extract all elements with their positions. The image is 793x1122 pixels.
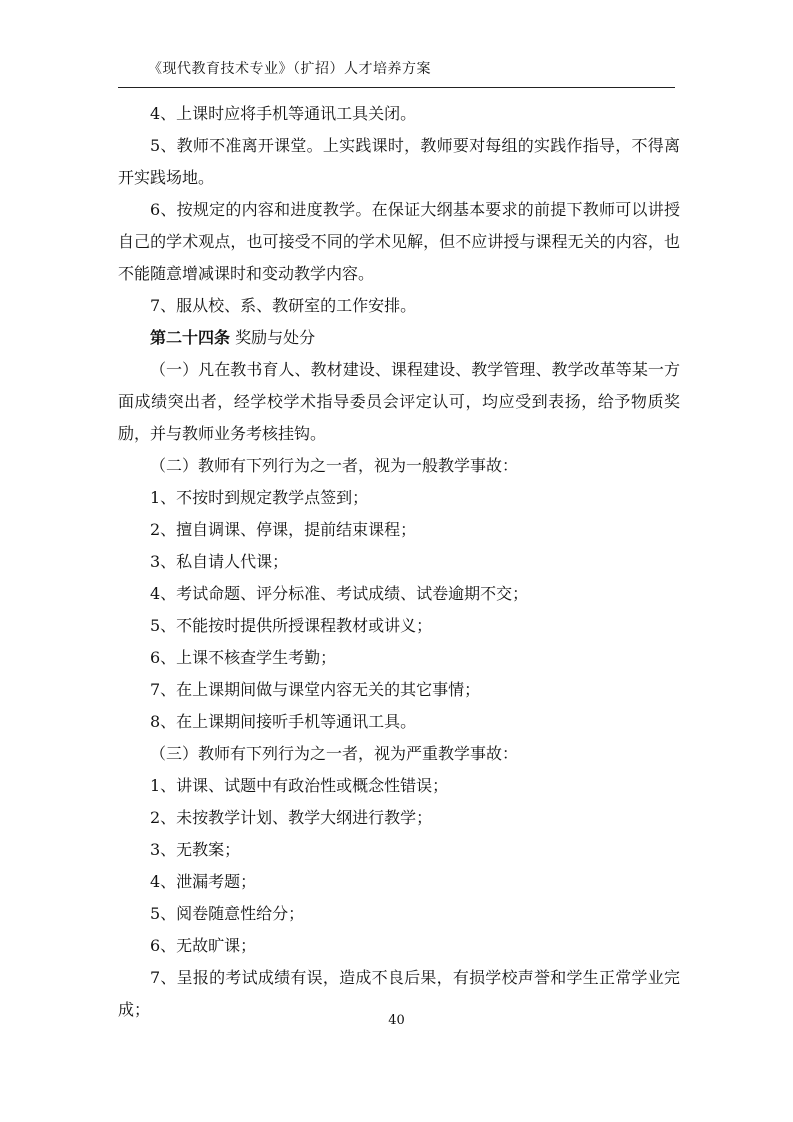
list-item: 1、讲课、试题中有政治性或概念性错误； xyxy=(150,776,449,795)
paragraph: 7、服从校、系、教研室的工作安排。 xyxy=(150,296,417,315)
list-item: 3、私自请人代课； xyxy=(150,552,289,571)
list-item: 6、无故旷课； xyxy=(150,936,257,955)
list-item: 7、在上课期间做与课堂内容无关的其它事情； xyxy=(150,680,481,699)
paragraph: 6、按规定的内容和进度教学。在保证大纲基本要求的前提下教师可以讲授自己的学术观点，也可接受不同的学术见解，但不应讲授与课程无关的内容，也不能随意增减课时和变动教学内容。 xyxy=(118,200,680,283)
running-header: 《现代教育技术专业》（扩招）人才培养方案 xyxy=(148,61,431,77)
article-title: 奖励与处分 xyxy=(230,328,316,347)
list-item: 4、泄漏考题； xyxy=(150,872,257,891)
article-number: 第二十四条 xyxy=(150,328,231,347)
section-paragraph: （一）凡在教书育人、教材建设、课程建设、教学管理、教学改革等某一方面成绩突出者，经学校学术指导委员会评定认可，均应受到表扬，给予物质奖励，并与教师业务考核挂钩。 xyxy=(118,360,680,443)
list-item: 5、不能按时提供所授课程教材或讲义； xyxy=(150,616,433,635)
page-body xyxy=(118,98,680,1026)
list-item: 2、擅自调课、停课，提前结束课程； xyxy=(150,520,417,539)
list-item: 1、不按时到规定教学点签到； xyxy=(150,488,369,507)
article-heading xyxy=(118,322,680,354)
header-rule xyxy=(118,87,675,88)
list-item: 3、无教案； xyxy=(150,840,241,859)
list-item: 2、未按教学计划、教学大纲进行教学； xyxy=(150,808,433,827)
paragraph: 4、上课时应将手机等通讯工具关闭。 xyxy=(150,104,417,123)
paragraph: 5、教师不准离开课堂。上实践课时，教师要对每组的实践作指导，不得离开实践场地。 xyxy=(118,136,680,187)
list-item: 5、阅卷随意性给分； xyxy=(150,904,305,923)
list-item: 6、上课不核查学生考勤； xyxy=(150,648,337,667)
section-heading: （二）教师有下列行为之一者，视为一般教学事故： xyxy=(150,456,519,475)
section-heading: （三）教师有下列行为之一者，视为严重教学事故： xyxy=(150,744,519,763)
list-item: 7、呈报的考试成绩有误，造成不良后果，有损学校声誉和学生正常学业完成； xyxy=(118,968,680,1019)
list-item: 8、在上课期间接听手机等通讯工具。 xyxy=(150,712,417,731)
page-number: 40 xyxy=(388,1013,405,1028)
list-item: 4、考试命题、评分标准、考试成绩、试卷逾期不交； xyxy=(150,584,529,603)
